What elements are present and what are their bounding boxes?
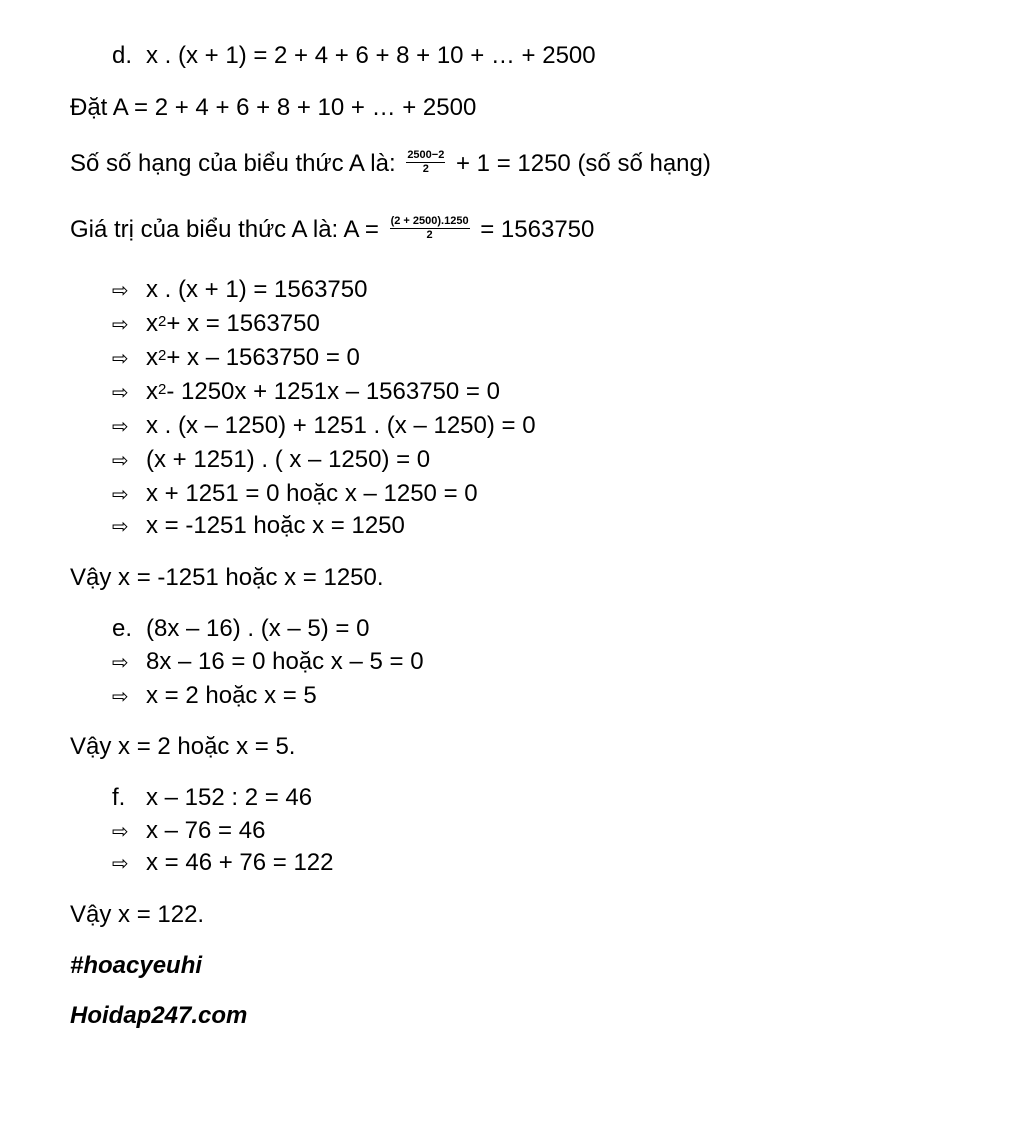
step-text: 8x – 16 = 0 hoặc x – 5 = 0 [146, 648, 424, 675]
step-text: x – 76 = 46 [146, 817, 266, 844]
step-text: - 1250x + 1251x – 1563750 = 0 [166, 378, 500, 405]
step-text: (x + 1251) . ( x – 1250) = 0 [146, 446, 431, 473]
term-count-denominator: 2 [422, 163, 429, 176]
part-e-label: e. [112, 615, 133, 642]
sum-value-line [70, 216, 594, 244]
implies-arrow-icon: ⇨ [112, 853, 129, 875]
part-f-conclusion: Vậy x = 122. [70, 901, 205, 928]
implies-arrow-icon: ⇨ [112, 314, 129, 336]
part-d-label: d. [112, 42, 133, 69]
part-d-equation-text: x . (x + 1) = 2 + 4 + 6 + 8 + 10 + … + 2500 [146, 42, 596, 69]
hashtag: #hoacyeuhi [70, 952, 203, 979]
step-line [112, 817, 265, 846]
term-count-numerator: 2500−2 [407, 149, 445, 162]
sum-value-suffix: = 1563750 [480, 216, 595, 243]
step-line [112, 310, 320, 339]
part-f-equation-text: x – 152 : 2 = 46 [146, 784, 313, 811]
part-d-equation [112, 42, 596, 70]
step-text: x = 2 hoặc x = 5 [146, 682, 317, 709]
step-line [112, 412, 536, 441]
x-variable: x [146, 310, 158, 337]
implies-arrow-icon: ⇨ [112, 686, 129, 708]
part-f-label: f. [112, 784, 126, 811]
part-d-conclusion: Vậy x = -1251 hoặc x = 1250. [70, 564, 384, 591]
sum-value-denominator: 2 [426, 229, 433, 242]
site-name: Hoidap247.com [70, 1002, 248, 1029]
implies-arrow-icon: ⇨ [112, 652, 129, 674]
x-variable: x [146, 378, 158, 405]
define-a: Đặt A = 2 + 4 + 6 + 8 + 10 + … + 2500 [70, 94, 477, 121]
square-exponent: 2 [158, 313, 167, 330]
part-f-equation [112, 784, 312, 812]
implies-arrow-icon: ⇨ [112, 416, 129, 438]
implies-arrow-icon: ⇨ [112, 450, 129, 472]
implies-arrow-icon: ⇨ [112, 484, 129, 506]
step-text: x . (x + 1) = 1563750 [146, 276, 368, 303]
sum-value-fraction [390, 215, 470, 242]
step-text: x + 1251 = 0 hoặc x – 1250 = 0 [146, 480, 478, 507]
step-text: + x = 1563750 [166, 310, 320, 337]
step-text: + x – 1563750 = 0 [166, 344, 360, 371]
term-count-suffix: + 1 = 1250 (số số hạng) [456, 150, 711, 177]
square-exponent: 2 [158, 347, 167, 364]
sum-value-prefix: Giá trị của biểu thức A là: A = [70, 216, 379, 243]
step-line [112, 378, 500, 407]
part-e-conclusion: Vậy x = 2 hoặc x = 5. [70, 733, 296, 760]
step-line [112, 648, 424, 677]
step-text: x . (x – 1250) + 1251 . (x – 1250) = 0 [146, 412, 536, 439]
implies-arrow-icon: ⇨ [112, 280, 129, 302]
sum-value-numerator: (2 + 2500).1250 [390, 215, 469, 228]
implies-arrow-icon: ⇨ [112, 348, 129, 370]
step-line [112, 344, 360, 373]
step-line [112, 446, 430, 475]
term-count-fraction [406, 149, 445, 176]
step-line [112, 849, 334, 878]
step-text: x = -1251 hoặc x = 1250 [146, 512, 405, 539]
part-e-equation-text: (8x – 16) . (x – 5) = 0 [146, 615, 370, 642]
part-e-equation [112, 615, 369, 643]
step-line [112, 682, 317, 711]
step-line [112, 276, 367, 305]
implies-arrow-icon: ⇨ [112, 516, 129, 538]
step-text: x = 46 + 76 = 122 [146, 849, 334, 876]
term-count-line [70, 150, 711, 178]
implies-arrow-icon: ⇨ [112, 821, 129, 843]
step-line [112, 512, 405, 541]
term-count-prefix: Số số hạng của biểu thức A là: [70, 150, 396, 177]
step-line [112, 480, 478, 509]
implies-arrow-icon: ⇨ [112, 382, 129, 404]
square-exponent: 2 [158, 381, 167, 398]
x-variable: x [146, 344, 158, 371]
